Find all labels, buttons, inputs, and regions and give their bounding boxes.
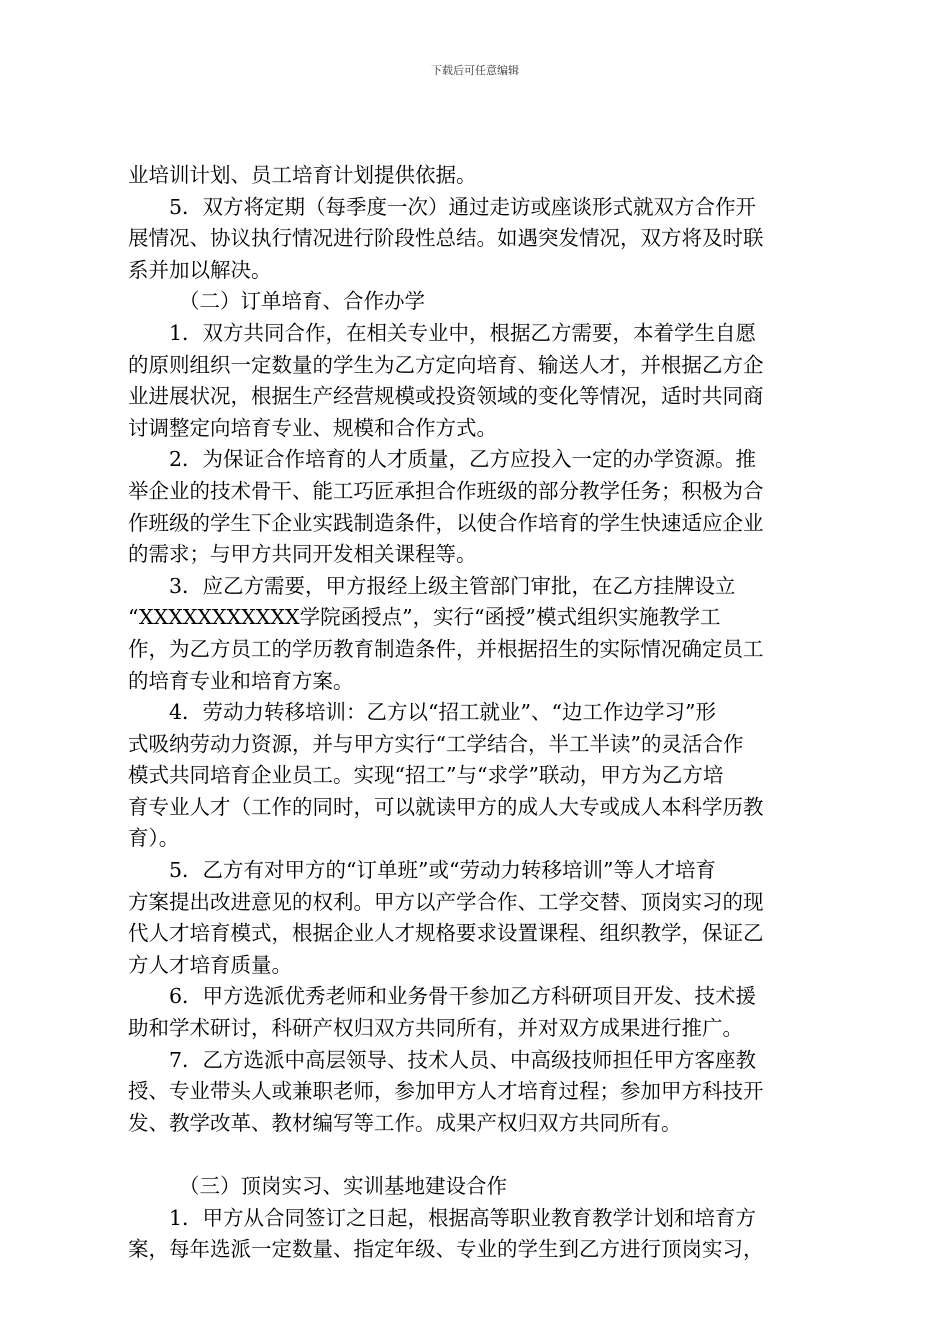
text-line: 的原则组织一定数量的学生为乙方定向培育、输送人才，并根据乙方企 — [128, 352, 764, 377]
text-line: 举企业的技术骨干、能工巧匠承担合作班级的部分教学任务；积极为合 — [128, 478, 764, 503]
section-heading: （三）顶岗实习、实训基地建设合作 — [179, 1174, 507, 1198]
text-line: 展情况、协议执行情况进行阶段性总结。如遇突发情况，双方将及时联 — [128, 226, 764, 251]
text-line: 模式共同培育企业员工。实现“招工”与“求学”联动，甲方为乙方培 — [128, 763, 724, 788]
text-line: 式吸纳劳动力资源，并与甲方实行“工学结合，半工半读”的灵活合作 — [128, 731, 744, 756]
paragraph-spacer — [128, 1139, 828, 1171]
text-line: “XXXXXXXXXXX学院函授点”，实行“函授”模式组织实施教学工 — [128, 605, 721, 630]
text-line: 方人才培育质量。 — [128, 952, 292, 977]
text-line: 育）。 — [128, 826, 180, 851]
text-line: 作，为乙方员工的学历教育制造条件，并根据招生的实际情况确定员工 — [128, 636, 764, 661]
text-line: 助和学术研讨，科研产权归双方共同所有，并对双方成果进行推广。 — [128, 1016, 743, 1041]
text-line: 的培育专业和培育方案。 — [128, 668, 354, 693]
text-line: 6．甲方选派优秀老师和业务骨干参加乙方科研项目开发、技术援 — [169, 984, 757, 1009]
text-line: 讨调整定向培育专业、规模和合作方式。 — [128, 415, 497, 440]
text-line: 案，每年选派一定数量、指定年级、专业的学生到乙方进行顶岗实习， — [128, 1237, 764, 1262]
text-line: 7．乙方选派中高层领导、技术人员、中高级技师担任甲方客座教 — [169, 1047, 757, 1072]
text-line: 育专业人才（工作的同时，可以就读甲方的成人大专或成人本科学历教 — [128, 794, 764, 819]
text-line: 3．应乙方需要，甲方报经上级主管部门审批，在乙方挂牌设立 — [169, 573, 736, 598]
text-line: 4．劳动力转移培训：乙方以“招工就业”、“边工作边学习”形 — [169, 700, 716, 725]
text-line: 方案提出改进意见的权利。甲方以产学合作、工学交替、顶岗实习的现 — [128, 889, 764, 914]
text-line: 5．乙方有对甲方的“订单班”或“劳动力转移培训”等人才培育 — [169, 858, 716, 883]
page-header: 下载后可任意编辑 — [431, 64, 519, 77]
text-line: 1．双方共同合作，在相关专业中，根据乙方需要，本着学生自愿 — [169, 320, 757, 345]
text-line: 5．双方将定期（每季度一次）通过走访或座谈形式就双方合作开 — [169, 194, 757, 219]
text-line: 业培训计划、员工培育计划提供依据。 — [128, 163, 477, 187]
section-heading: （二）订单培育、合作办学 — [179, 289, 425, 314]
text-line: 代人才培育模式，根据企业人才规格要求设置课程、组织教学，保证乙 — [128, 921, 764, 946]
document-body — [128, 160, 828, 1266]
text-line: 作班级的学生下企业实践制造条件，以使合作培育的学生快速适应企业 — [128, 510, 764, 535]
text-line: 发、教学改革、教材编写等工作。成果产权归双方共同所有。 — [128, 1110, 682, 1135]
text-line: 2．为保证合作培育的人才质量，乙方应投入一定的办学资源。推 — [169, 447, 757, 472]
text-line: 系并加以解决。 — [128, 257, 272, 282]
text-line: 1．甲方从合同签订之日起，根据高等职业教育教学计划和培育方 — [169, 1205, 757, 1230]
text-line: 业进展状况，根据生产经营规模或投资领域的变化等情况，适时共同商 — [128, 384, 764, 409]
text-line: 的需求；与甲方共同开发相关课程等。 — [128, 542, 477, 567]
text-line: 授、专业带头人或兼职老师，参加甲方人才培育过程；参加甲方科技开 — [128, 1079, 764, 1104]
